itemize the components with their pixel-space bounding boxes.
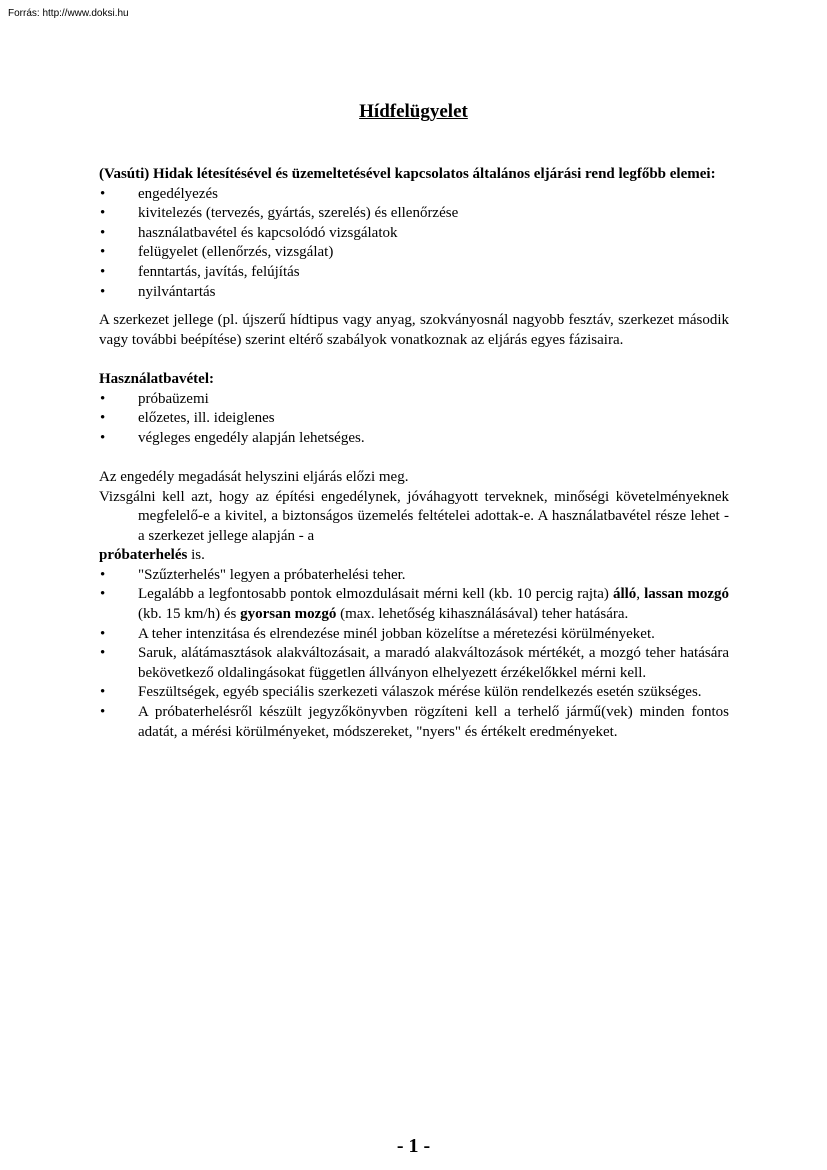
list-item: • kivitelezés (tervezés, gyártás, szerelés) és ellenőrzése <box>100 205 459 222</box>
list-item: • felügyelet (ellenőrzés, vizsgálat) <box>100 244 334 261</box>
section3-list <box>99 566 729 742</box>
list-item: • végleges engedély alapján lehetséges. <box>100 429 365 446</box>
list-item: • próbaüzemi <box>100 390 209 407</box>
list-item: • Legalább a legfontosabb pontok elmozdulásait mérni kell (kb. 10 percig rajta) álló, lassan mozgó (kb. 15 km/h) és gyorsan mozgó (max. lehetőség kihasználásával) teher hatására. <box>100 586 729 623</box>
list-item: • Feszültségek, egyéb speciális szerkezeti válaszok mérése külön rendelkezés esetén szükséges. <box>100 684 702 701</box>
page-number: - 1 - <box>396 1135 431 1157</box>
list-item: • használatbavétel és kapcsolódó vizsgálatok <box>100 224 398 241</box>
section2-heading: Használatbavétel: <box>99 370 214 387</box>
list-item: • Saruk, alátámasztások alakváltozásait, a maradó alakváltozások mértékét, a mozgó teher hatására bekövetkező oldalingásokat független állványon elhelyezett érzékelőkkel mérni kell. <box>100 645 729 681</box>
list-item: • engedélyezés <box>100 185 218 202</box>
section3-line1: Az engedély megadását helyszini eljárás előzi meg. <box>99 468 409 485</box>
section1-list <box>99 185 729 303</box>
document-body <box>99 165 729 742</box>
list-item: • A teher intenzitása és elrendezése minél jobban közelítse a méretezési körülményeket. <box>100 625 655 642</box>
section1-heading: (Vasúti) Hidak létesítésével és üzemeltetésével kapcsolatos általános eljárási rend legfőbb elemei: <box>99 166 716 182</box>
list-item: • A próbaterhelésről készült jegyzőkönyvben rögzíteni kell a terhelő jármű(vek) minden fontos adatát, a mérési körülményeket, módszereket, "nyers" és értékelt eredményeket. <box>100 704 729 740</box>
section2-list <box>99 390 729 449</box>
page-title: Hídfelügyelet <box>359 101 468 122</box>
list-item: • nyilvántartás <box>100 283 216 300</box>
list-item: • "Szűzterhelés" legyen a próbaterhelési teher. <box>100 566 406 583</box>
section3-line2: Vizsgálni kell azt, hogy az építési engedélynek, jóváhagyott terveknek, minőségi követelményeknek megfelelő-e a kivitel, a biztonságos üzemelés feltételei adottak-e. A használatbavétel része lehet - a szerkezet jellege alapján - a <box>99 488 729 544</box>
section3-probaterheles: próbaterhelés is. <box>99 547 205 564</box>
list-item: • fenntartás, javítás, felújítás <box>100 263 300 280</box>
section1-paragraph: A szerkezet jellege (pl. újszerű hídtipus vagy anyag, szokványosnál nagyobb fesztáv, szerkezet második vagy további beépítése) szerint eltérő szabályok vonatkoznak az eljárás egyes fázisaira. <box>99 312 729 348</box>
source-note: Forrás: http://www.doksi.hu <box>8 8 129 19</box>
list-item: • előzetes, ill. ideiglenes <box>100 410 275 427</box>
